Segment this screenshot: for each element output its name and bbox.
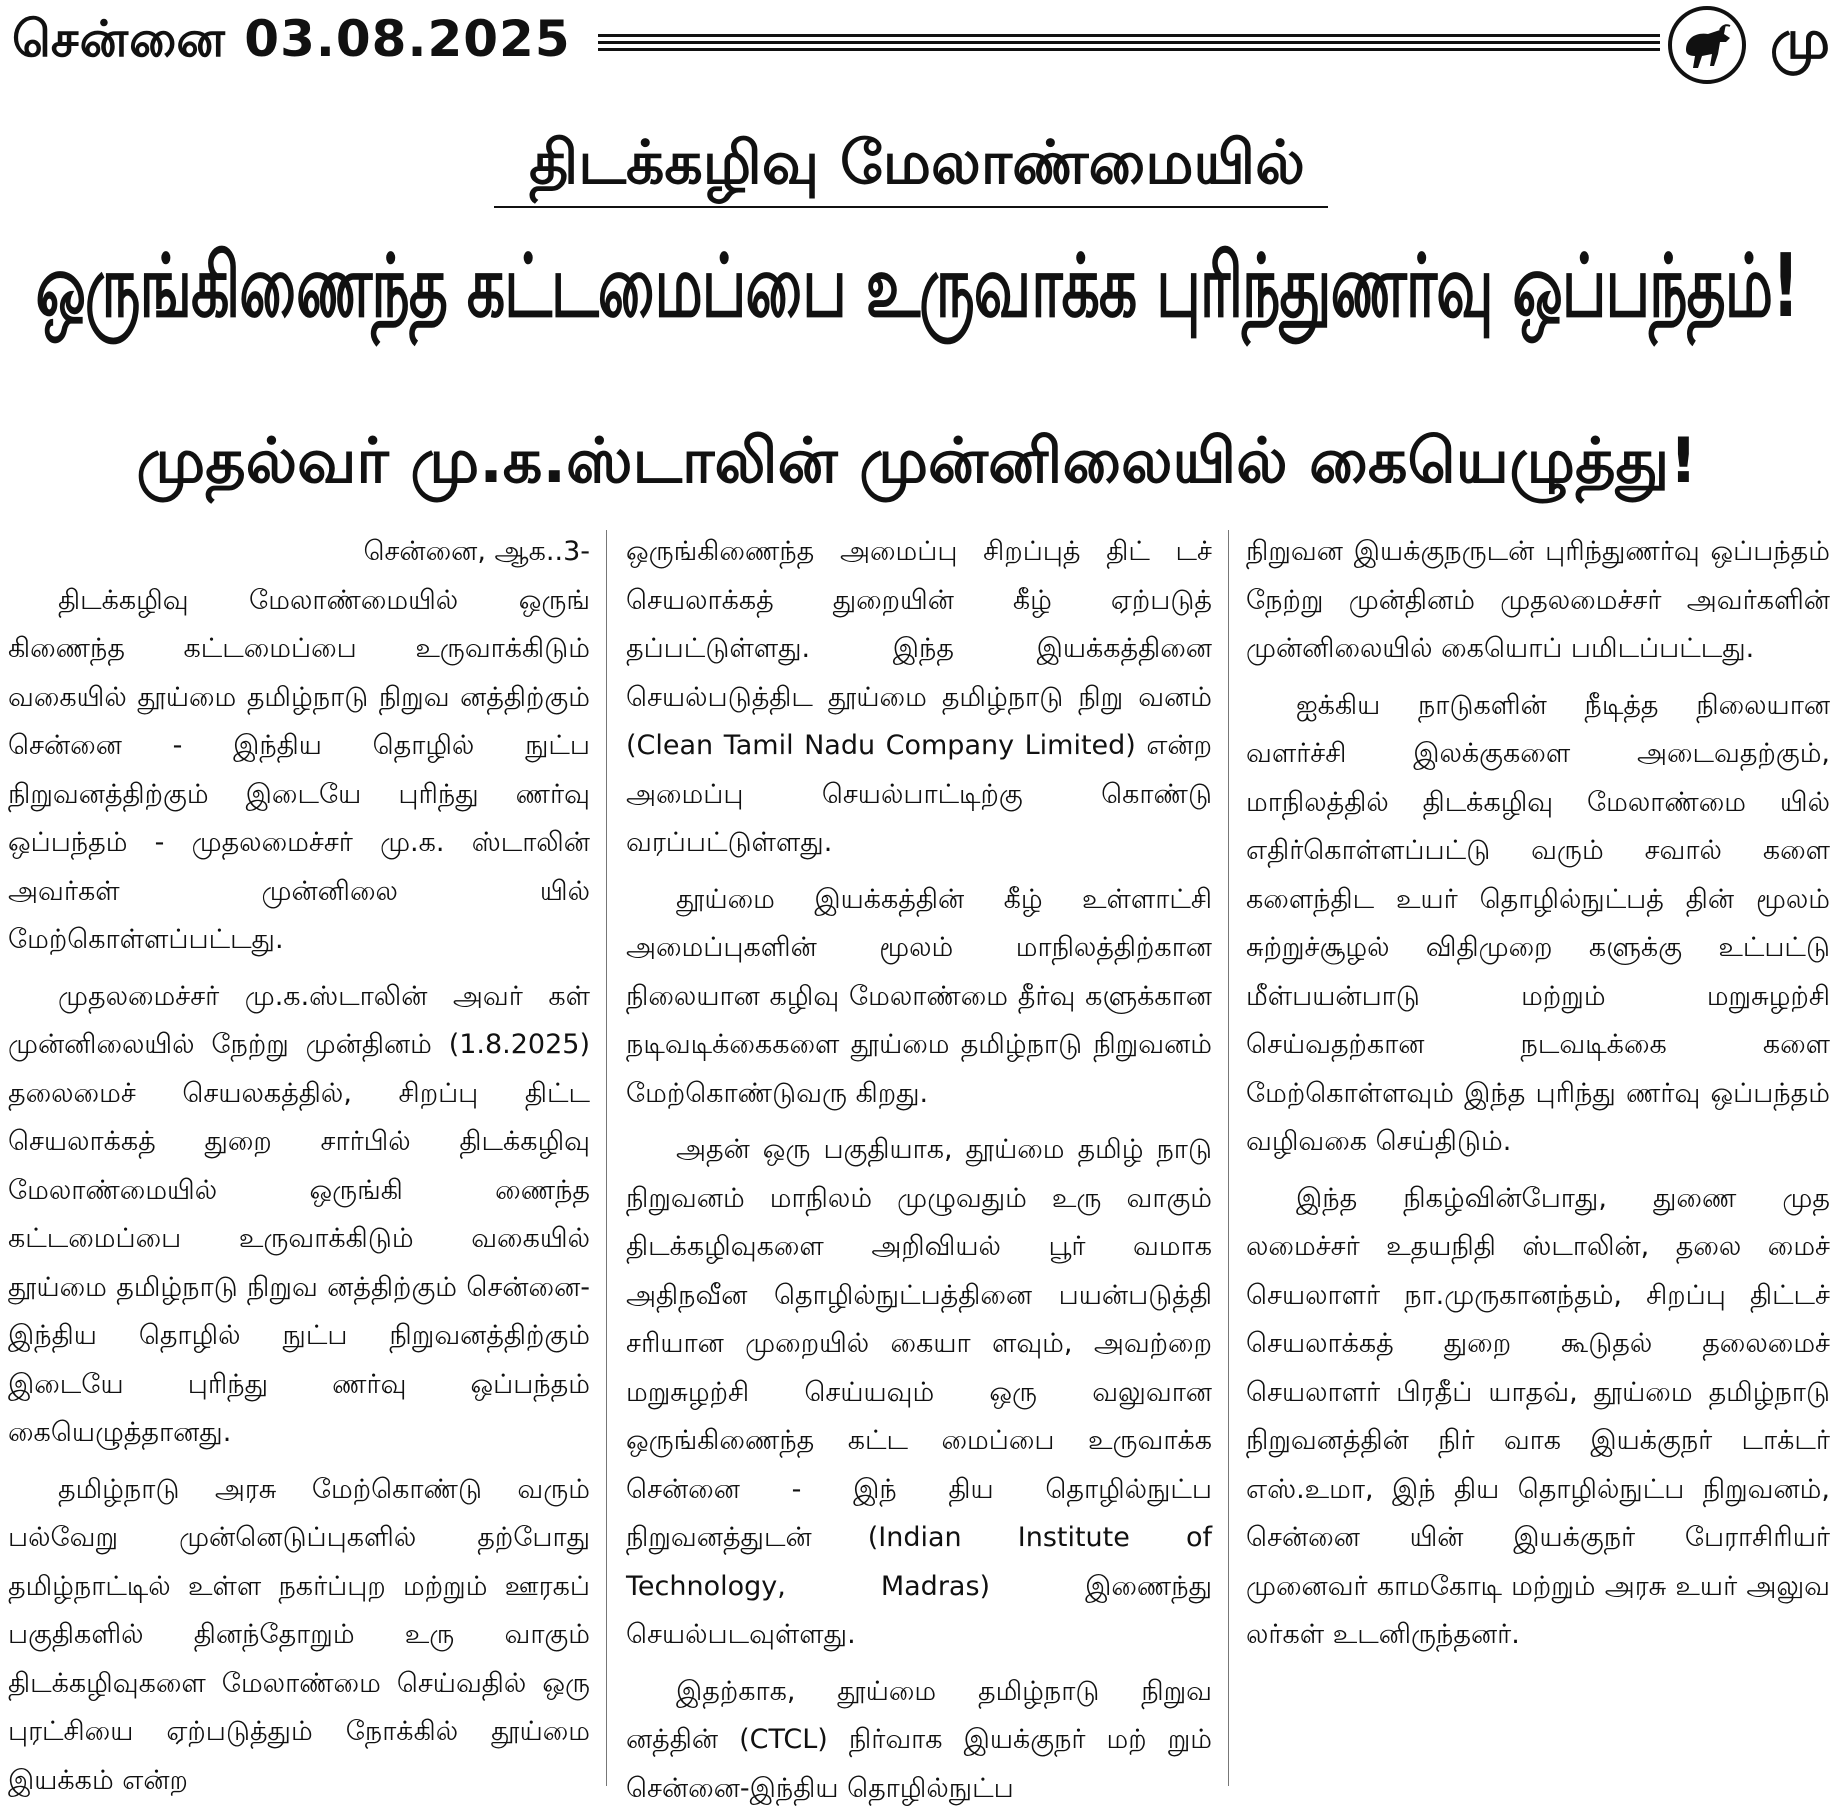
bull-emblem-icon: [1668, 6, 1746, 84]
masthead-truncated-title: மு: [1770, 8, 1830, 79]
column-separator: [606, 530, 607, 1786]
bull-emblem-shape: [1680, 20, 1736, 72]
article-column-1: [8, 528, 590, 1786]
paragraph: நிறுவன இயக்குநருடன் புரிந்துணர்வு ஒப்பந்தம் நேற்று முன்தினம் முதலமைச்சர் அவர்களின் முன்னிலையில் கையொப் பமிடப்பட்டது.: [1246, 528, 1830, 674]
article-column-3: [1246, 528, 1830, 1786]
article-kicker: திடக்கழிவு மேலாண்மையில்: [0, 128, 1834, 206]
masthead-rules: [598, 34, 1660, 56]
article-subhead: முதல்வர் மு.க.ஸ்டாலின் முன்னிலையில் கையெழுத்து!: [0, 424, 1834, 506]
paragraph: ஐக்கிய நாடுகளின் நீடித்த நிலையான வளர்ச்சி இலக்குகளை அடைவதற்கும், மாநிலத்தில் திடக்கழிவு மேலாண்மை யில் எதிர்கொள்ளப்பட்டு வரும் சவால் களை களைந்திட உயர் தொழில்நுட்பத் தின் மூலம் சுற்றுச்சூழல் விதிமுறை களுக்கு உட்பட்டு மீள்பயன்பாடு மற்றும் மறுசுழற்சி செய்வதற்கான நடவடிக்கை களை மேற்கொள்ளவும் இந்த புரிந்து ணர்வு ஒப்பந்தம் வழிவகை செய்திடும்.: [1246, 682, 1830, 1167]
paragraph: இதற்காக, தூய்மை தமிழ்நாடு நிறுவ னத்தின் (CTCL) நிர்வாக இயக்குநர் மற் றும் சென்னை-இந்திய தொழில்நுட்ப: [626, 1668, 1212, 1813]
article-column-2: [626, 528, 1212, 1786]
paragraph: திடக்கழிவு மேலாண்மையில் ஒருங் கிணைந்த கட்டமைப்பை உருவாக்கிடும் வகையில் தூய்மை தமிழ்நாடு நிறுவ னத்திற்கும் சென்னை - இந்திய தொழில் நுட்ப நிறுவனத்திற்கும் இடையே புரிந்து ணர்வு ஒப்பந்தம் - முதலமைச்சர் மு.க. ஸ்டாலின் அவர்கள் முன்னிலை யில் மேற்கொள்ளப்பட்டது.: [8, 577, 590, 965]
rule-line: [598, 48, 1660, 51]
paragraph: ஒருங்கிணைந்த அமைப்பு சிறப்புத் திட் டச் செயலாக்கத் துறையின் கீழ் ஏற்படுத் தப்பட்டுள்ளது. இந்த இயக்கத்தினை செயல்படுத்திட தூய்மை தமிழ்நாடு நிறு வனம் (Clean Tamil Nadu Company Limited) என்ற அமைப்பு செயல்பாட்டிற்கு கொண்டு வரப்பட்டுள்ளது.: [626, 528, 1212, 868]
rule-line: [598, 41, 1660, 44]
paragraph: தூய்மை இயக்கத்தின் கீழ் உள்ளாட்சி அமைப்புகளின் மூலம் மாநிலத்திற்கான நிலையான கழிவு மேலாண்மை தீர்வு களுக்கான நடிவடிக்கைகளை தூய்மை தமிழ்நாடு நிறுவனம் மேற்கொண்டுவரு கிறது.: [626, 876, 1212, 1119]
rule-line: [598, 34, 1660, 37]
article-dateline: சென்னை, ஆக..3-: [8, 528, 590, 577]
article-headline: ஒருங்கிணைந்த கட்டமைப்பை உருவாக்க புரிந்துணர்வு ஒப்பந்தம்!: [0, 236, 1834, 349]
masthead: [0, 0, 1834, 92]
kicker-underline: [494, 206, 1328, 208]
column-separator: [1228, 530, 1229, 1786]
paragraph: தமிழ்நாடு அரசு மேற்கொண்டு வரும் பல்வேறு முன்னெடுப்புகளில் தற்போது தமிழ்நாட்டில் உள்ள நகர்ப்புற மற்றும் ஊரகப் பகுதிகளில் தினந்தோறும் உரு வாகும் திடக்கழிவுகளை மேலாண்மை செய்வதில் ஒரு புரட்சியை ஏற்படுத்தும் நோக்கில் தூய்மை இயக்கம் என்ற: [8, 1466, 590, 1806]
dateline: சென்னை 03.08.2025: [12, 10, 571, 75]
paragraph: முதலமைச்சர் மு.க.ஸ்டாலின் அவர் கள் முன்னிலையில் நேற்று முன்தினம் (1.8.2025) தலைமைச் செயலகத்தில், சிறப்பு திட்ட செயலாக்கத் துறை சார்பில் திடக்கழிவு மேலாண்மையில் ஒருங்கி ணைந்த கட்டமைப்பை உருவாக்கிடும் வகையில் தூய்மை தமிழ்நாடு நிறுவ னத்திற்கும் சென்னை-இந்திய தொழில் நுட்ப நிறுவனத்திற்கும் இடையே புரிந்து ணர்வு ஒப்பந்தம் கையெழுத்தானது.: [8, 973, 590, 1458]
paragraph: அதன் ஒரு பகுதியாக, தூய்மை தமிழ் நாடு நிறுவனம் மாநிலம் முழுவதும் உரு வாகும் திடக்கழிவுகளை அறிவியல் பூர் வமாக அதிநவீன தொழில்நுட்பத்தினை பயன்படுத்தி சரியான முறையில் கையா ளவும், அவற்றை மறுசுழற்சி செய்யவும் ஒரு வலுவான ஒருங்கிணைந்த கட்ட மைப்பை உருவாக்க சென்னை - இந் திய தொழில்நுட்ப நிறுவனத்துடன் (Indian Institute of Technology, Madras) இணைந்து செயல்படவுள்ளது.: [626, 1126, 1212, 1660]
paragraph: இந்த நிகழ்வின்போது, துணை முத லமைச்சர் உதயநிதி ஸ்டாலின், தலை மைச் செயலாளர் நா.முருகானந்தம், சிறப்பு திட்டச் செயலாக்கத் துறை கூடுதல் தலைமைச் செயலாளர் பிரதீப் யாதவ், தூய்மை தமிழ்நாடு நிறுவனத்தின் நிர் வாக இயக்குநர் டாக்டர் எஸ்.உமா, இந் திய தொழில்நுட்ப நிறுவனம், சென்னை யின் இயக்குநர் பேராசிரியர் முனைவர் காமகோடி மற்றும் அரசு உயர் அலுவ லர்கள் உடனிருந்தனர்.: [1246, 1175, 1830, 1660]
